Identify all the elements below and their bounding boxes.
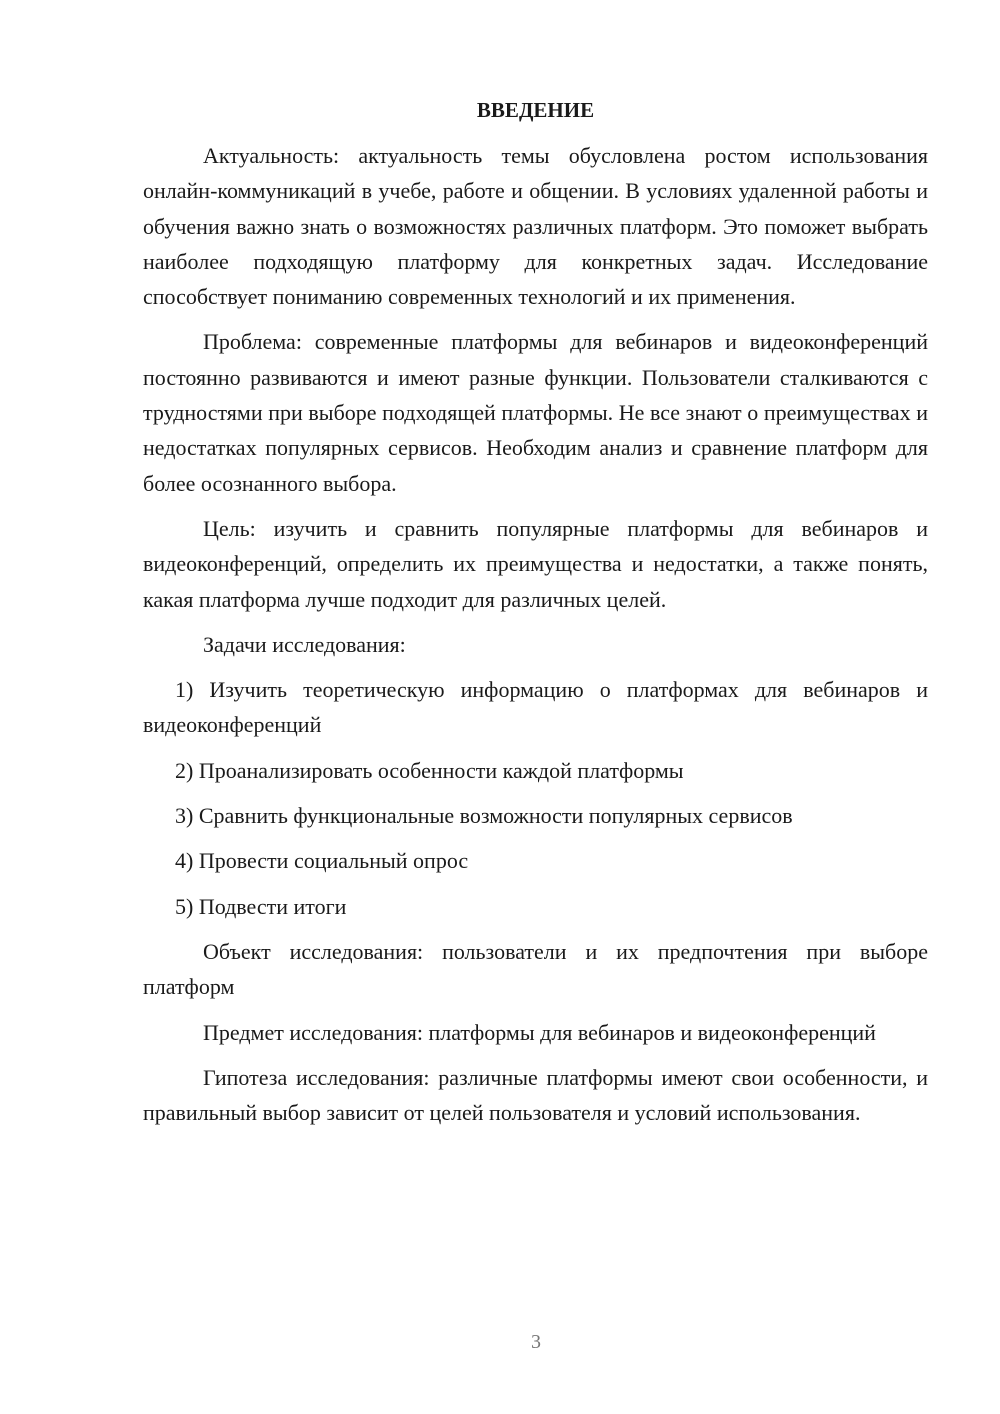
paragraph-problem: Проблема: современные платформы для вебинаров и видеоконференций постоянно развиваются и имеют разные функции. Пользователи сталкиваются с трудностями при выборе подходящей платформы. Не все знают о преимуществах и недостатках популярных сервисов. Необходим анализ и сравнение платформ для более осознанного выбора.	[143, 329, 928, 496]
tasks-list	[143, 672, 928, 924]
list-item: 1) Изучить теоретическую информацию о платформах для вебинаров и видеоконференций	[143, 677, 928, 738]
page-content	[143, 93, 928, 1140]
page-title: ВВЕДЕНИЕ	[476, 98, 595, 122]
paragraph-hypothesis: Гипотеза исследования: различные платформы имеют свои особенности, и правильный выбор зависит от целей пользователя и условий использования.	[143, 1064, 928, 1126]
paragraph-relevance: Актуальность: актуальность темы обусловлена ростом использования онлайн-коммуникаций в учебе, работе и общении. В условиях удаленной работы и обучения важно знать о возможностях различных платформ. Это поможет выбрать наиболее подходящую платформу для конкретных задач. Исследование способствует пониманию современных технологий и их применения.	[143, 143, 928, 310]
list-item: 5) Подвести итоги	[175, 893, 347, 919]
list-item: 4) Провести социальный опрос	[175, 848, 469, 874]
paragraph-subject: Предмет исследования: платформы для вебинаров и видеоконференций	[203, 1019, 876, 1045]
list-item: 3) Сравнить функциональные возможности популярных сервисов	[175, 803, 793, 829]
paragraph-goal: Цель: изучить и сравнить популярные платформы для вебинаров и видеоконференций, определить их преимущества и недостатки, а также понять, какая платформа лучше подходит для различных целей.	[143, 515, 928, 612]
page-number: 3	[531, 1331, 541, 1353]
paragraph-object: Объект исследования: пользователи и их предпочтения при выборе платформ	[143, 938, 928, 1000]
list-item: 2) Проанализировать особенности каждой платформы	[175, 757, 684, 783]
tasks-heading: Задачи исследования:	[203, 631, 406, 657]
